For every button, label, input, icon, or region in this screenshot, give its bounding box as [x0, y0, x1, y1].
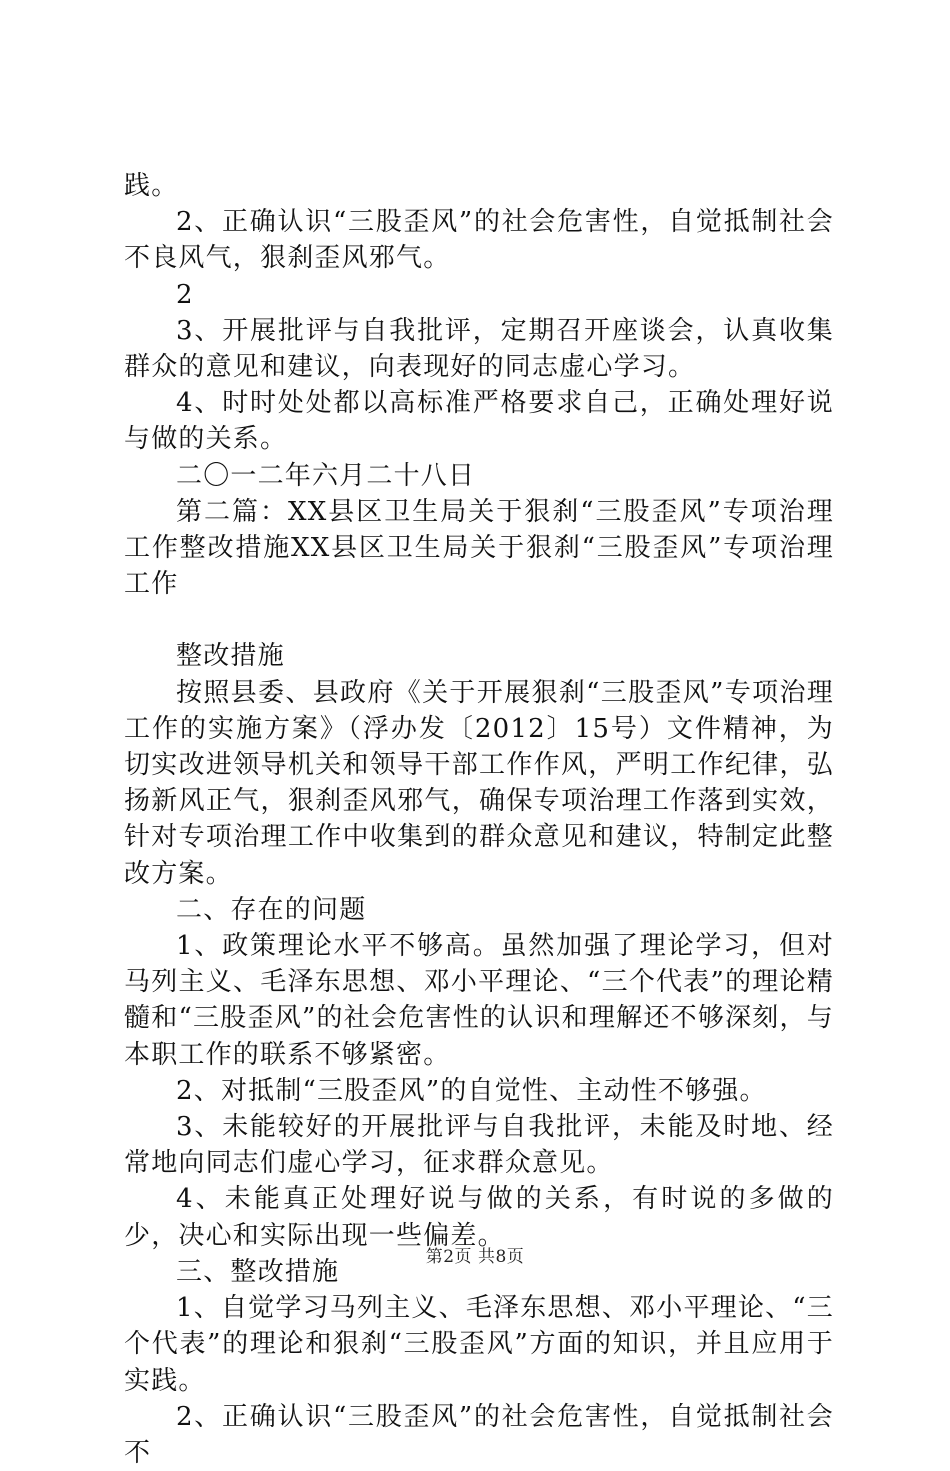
- heading-problems: 二、存在的问题: [176, 894, 367, 925]
- date-line: 二〇一二年六月二十八日: [176, 460, 476, 491]
- paragraph-item-2: 2、正确认识“三股歪风”的社会危害性，自觉抵制社会不良风气，狠刹歪风邪气。: [124, 207, 834, 274]
- problem-item-2: 2、对抵制“三股歪风”的自觉性、主动性不够强。: [176, 1075, 767, 1106]
- paragraph-item-3: 3、开展批评与自我批评，定期召开座谈会，认真收集群众的意见和建议，向表现好的同志虚心学习。: [124, 315, 834, 383]
- measure-item-1: 1、自觉学习马列主义、毛泽东思想、邓小平理论、“三个代表”的理论和狠刹“三股歪风”方面的知识，并且应用于实践。: [124, 1293, 834, 1396]
- paragraph-continuation: 践。: [124, 171, 179, 201]
- section-title: 第二篇：XX县区卫生局关于狠刹“三股歪风”专项治理工作整改措施XX县区卫生局关于狠刹“三股歪风”专项治理工作: [124, 496, 834, 600]
- page-footer: 第2页 共8页: [425, 1247, 525, 1267]
- section-subtitle: 整改措施: [176, 641, 285, 672]
- paragraph-intro: 按照县委、县政府《关于开展狠刹“三股歪风”专项治理工作的实施方案》（浮办发〔2012〕15号）文件精神，为切实改进领导机关和领导干部工作作风，严明工作纪律，弘扬新风正气，狠刹歪风邪气，确保专项治理工作落到实效，针对专项治理工作中收集到的群众意见和建议，特制定此整改方案。: [124, 677, 834, 889]
- paragraph-item-4: 4、时时处处都以高标准严格要求自己，正确处理好说与做的关系。: [124, 388, 834, 455]
- heading-measures: 三、整改措施: [176, 1256, 340, 1287]
- problem-item-4: 4、未能真正处理好说与做的关系，有时说的多做的少，决心和实际出现一些偏差。: [124, 1184, 834, 1251]
- page-number-marker: 2: [176, 279, 194, 310]
- measure-item-2: 2、正确认识“三股歪风”的社会危害性，自觉抵制社会不: [124, 1401, 834, 1468]
- problem-item-3: 3、未能较好的开展批评与自我批评，未能及时地、经常地向同志们虚心学习，征求群众意见。: [124, 1112, 834, 1179]
- document-body: [124, 168, 834, 1471]
- problem-item-1: 1、政策理论水平不够高。虽然加强了理论学习，但对马列主义、毛泽东思想、邓小平理论、“三个代表”的理论精髓和“三股歪风”的社会危害性的认识和理解还不够深刻，与本职工作的联系不够紧密。: [124, 931, 834, 1070]
